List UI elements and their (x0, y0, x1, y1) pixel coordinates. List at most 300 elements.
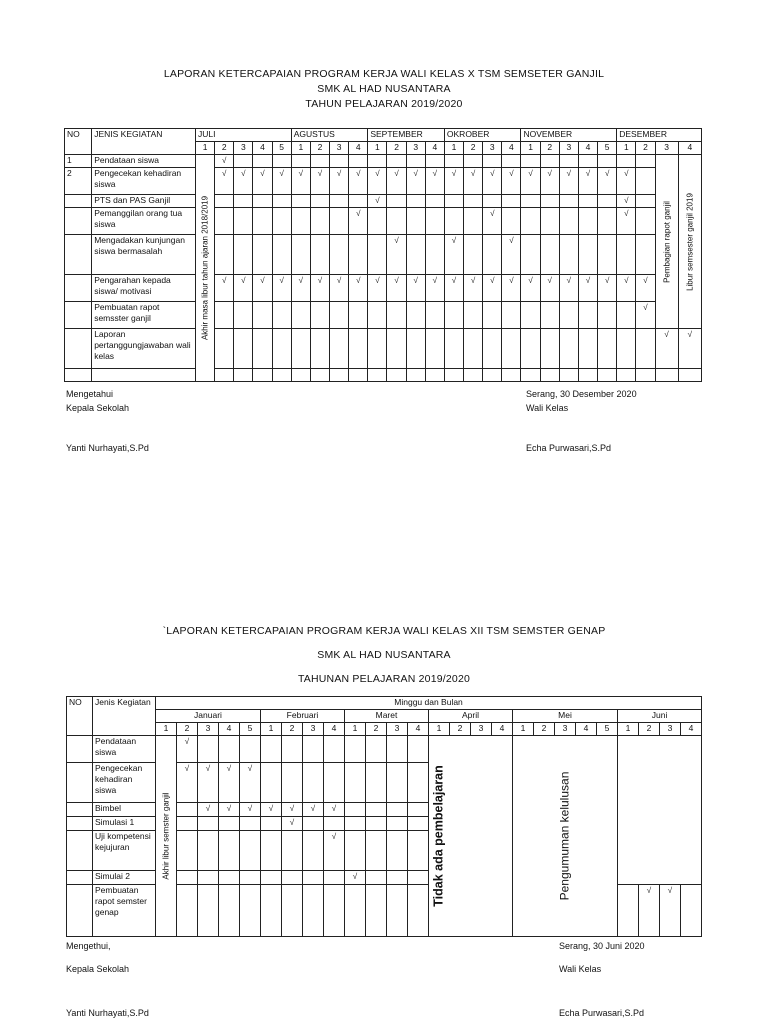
doc1-check-cell (253, 302, 272, 329)
doc1-week-number: 2 (310, 142, 329, 155)
doc1-empty-cell (310, 369, 329, 382)
doc1-check-cell (253, 275, 272, 302)
doc1-check-cell (425, 302, 444, 329)
doc2-row-no (67, 831, 93, 871)
doc1-check-cell (425, 208, 444, 235)
doc1-check-cell (464, 329, 483, 369)
table-row (65, 369, 702, 382)
check-mark: √ (226, 764, 232, 773)
doc2-week-number: 1 (618, 723, 639, 736)
check-mark: √ (432, 276, 438, 285)
doc1-check-cell (406, 208, 425, 235)
doc2-check-cell (345, 871, 366, 885)
check-mark: √ (566, 169, 572, 178)
doc1-check-cell (310, 329, 329, 369)
doc2-month-header: Juni (618, 710, 702, 723)
doc1-week-number: 3 (234, 142, 253, 155)
doc1-check-cell (253, 168, 272, 195)
doc2-row-label: Pendataan siswa (93, 736, 156, 763)
doc1-check-cell (387, 235, 406, 275)
check-mark: √ (241, 276, 246, 285)
doc1-empty-cell (349, 369, 368, 382)
doc2-check-cell (198, 871, 219, 885)
doc1-empty-cell (598, 369, 617, 382)
doc2-month-header: April (429, 710, 513, 723)
doc1-check-cell (636, 275, 655, 302)
doc1-desember-week3-cell (655, 155, 678, 329)
check-mark: √ (528, 276, 533, 285)
doc1-check-cell (598, 302, 617, 329)
doc2-sign-right-2: Wali Kelas (559, 964, 602, 974)
check-mark: √ (624, 196, 629, 205)
doc2-check-cell (282, 803, 303, 817)
doc2-week-number: 3 (660, 723, 681, 736)
doc2-week-number: 1 (156, 723, 177, 736)
check-mark: √ (432, 169, 438, 178)
doc1-week-number: 1 (617, 142, 636, 155)
doc1-check-cell (368, 275, 387, 302)
doc2-check-cell (240, 831, 261, 871)
doc2-week-number: 2 (450, 723, 471, 736)
doc2-vertical-note-mei: Pengumuman kelulusan (557, 771, 572, 901)
doc1-row-label: Pengarahan kepada siswa/ motivasi (92, 275, 196, 302)
doc1-check-cell (444, 168, 463, 195)
doc2-row-label: Pengecekan kehadiran siswa (93, 763, 156, 803)
check-mark: √ (451, 236, 457, 245)
doc2-check-cell (177, 831, 198, 871)
doc2-check-cell (324, 736, 345, 763)
doc1-check-cell (540, 235, 559, 275)
doc1-check-cell (598, 235, 617, 275)
check-mark: √ (310, 804, 316, 813)
doc2-check-cell (240, 763, 261, 803)
doc2-week-number: 2 (534, 723, 555, 736)
doc1-week-number: 1 (521, 142, 540, 155)
doc1-week-number: 2 (540, 142, 559, 155)
doc1-week-number: 4 (425, 142, 444, 155)
doc1-check-cell (310, 275, 329, 302)
doc2-week-number: 3 (198, 723, 219, 736)
doc2-check-cell (660, 885, 681, 937)
doc2-check-cell (387, 736, 408, 763)
doc1-check-cell (521, 155, 540, 168)
doc2-check-cell (387, 817, 408, 831)
doc2-check-cell (303, 831, 324, 871)
doc1-empty-cell (502, 369, 521, 382)
doc1-check-cell (215, 275, 234, 302)
doc1-check-cell (617, 155, 636, 168)
doc1-check-cell (464, 235, 483, 275)
doc2-row-label: Uji kompetensi kejujuran (93, 831, 156, 871)
check-mark: √ (604, 169, 610, 178)
doc2-check-cell (324, 885, 345, 937)
check-mark: √ (247, 804, 253, 813)
doc1-check-cell (291, 168, 310, 195)
doc2-header-jenis: Jenis Kegiatan (93, 697, 156, 736)
doc1-row-label: Mengadakan kunjungan siswa bermasalah (92, 235, 196, 275)
doc1-empty-cell (540, 369, 559, 382)
doc1-check-cell (291, 275, 310, 302)
doc1-check-cell (521, 302, 540, 329)
doc1-check-cell (310, 235, 329, 275)
doc1-check-cell (387, 155, 406, 168)
doc2-week-number: 2 (282, 723, 303, 736)
doc1-check-cell (617, 275, 636, 302)
doc1-empty-cell (387, 369, 406, 382)
doc2-check-cell (240, 736, 261, 763)
doc1-program-table (64, 128, 702, 382)
doc2-sign-left-2: Kepala Sekolah (66, 964, 130, 974)
doc2-sign-right-1: Serang, 30 Juni 2020 (559, 941, 645, 951)
doc2-check-cell (282, 763, 303, 803)
doc1-check-cell (215, 195, 234, 208)
doc1-week-number: 4 (502, 142, 521, 155)
doc2-title-line2: SMK AL HAD NUSANTARA (317, 649, 451, 661)
check-mark: √ (289, 804, 295, 813)
doc2-check-cell (261, 871, 282, 885)
doc1-check-cell (483, 155, 502, 168)
doc2-check-cell (387, 871, 408, 885)
doc1-check-cell (349, 168, 368, 195)
doc1-empty-cell (65, 369, 92, 382)
doc1-check-cell (483, 275, 502, 302)
check-mark: √ (470, 276, 476, 285)
check-mark: √ (260, 276, 265, 285)
doc1-check-cell (617, 208, 636, 235)
check-mark: √ (646, 886, 652, 895)
check-mark: √ (394, 169, 399, 178)
doc1-check-cell (310, 208, 329, 235)
doc2-check-cell (219, 803, 240, 817)
check-mark: √ (413, 276, 418, 285)
doc2-program-table (66, 696, 702, 937)
doc1-row-no (65, 195, 92, 208)
doc2-check-cell (303, 736, 324, 763)
doc2-row-no (67, 803, 93, 817)
check-mark: √ (247, 764, 253, 773)
doc1-week-number: 5 (272, 142, 291, 155)
doc1-check-cell (310, 155, 329, 168)
doc2-check-cell (366, 817, 387, 831)
doc1-check-cell (559, 235, 578, 275)
doc2-check-cell (282, 871, 303, 885)
doc1-check-cell (234, 155, 253, 168)
doc1-check-cell (253, 235, 272, 275)
doc1-empty-cell (655, 369, 678, 382)
doc1-juli-week1-cell (195, 155, 214, 382)
doc1-empty-cell (234, 369, 253, 382)
check-mark: √ (352, 872, 358, 881)
doc1-week-number: 4 (349, 142, 368, 155)
doc2-check-cell (366, 763, 387, 803)
doc1-check-cell (578, 208, 597, 235)
doc1-check-cell (578, 275, 597, 302)
doc1-check-cell (483, 208, 502, 235)
doc1-check-cell (502, 195, 521, 208)
doc1-sign-left-1: Mengetahui (66, 389, 114, 399)
doc2-check-cell (177, 763, 198, 803)
doc2-week-number: 2 (366, 723, 387, 736)
doc1-week-number: 4 (678, 142, 701, 155)
doc2-check-cell (639, 885, 660, 937)
doc2-check-cell (177, 885, 198, 937)
doc1-week-number: 2 (387, 142, 406, 155)
doc1-check-cell (598, 275, 617, 302)
doc1-check-cell (291, 195, 310, 208)
doc1-check-cell (406, 195, 425, 208)
doc1-check-cell (540, 329, 559, 369)
doc1-check-cell (387, 208, 406, 235)
doc1-week-number: 1 (195, 142, 214, 155)
doc2-check-cell (345, 763, 366, 803)
doc2-check-cell (282, 831, 303, 871)
doc1-check-cell (483, 329, 502, 369)
doc1-row-no (65, 275, 92, 302)
doc2-januari-week1-cell (156, 736, 177, 937)
doc1-empty-cell (253, 369, 272, 382)
doc1-week-number: 3 (559, 142, 578, 155)
doc1-check-cell (330, 302, 349, 329)
doc2-check-cell (177, 736, 198, 763)
doc1-empty-cell (464, 369, 483, 382)
doc2-check-cell (177, 871, 198, 885)
doc1-row-no: 2 (65, 168, 92, 195)
doc1-check-cell (502, 208, 521, 235)
doc1-check-cell (483, 168, 502, 195)
doc1-check-cell (678, 329, 701, 369)
doc1-check-cell (559, 208, 578, 235)
doc1-check-cell (444, 195, 463, 208)
doc1-check-cell (425, 195, 444, 208)
doc1-check-cell (559, 195, 578, 208)
doc2-check-cell (303, 803, 324, 817)
doc1-check-cell (464, 155, 483, 168)
check-mark: √ (375, 169, 380, 178)
check-mark: √ (490, 169, 495, 178)
check-mark: √ (624, 169, 629, 178)
doc2-month-header: Februari (261, 710, 345, 723)
doc2-check-cell (240, 803, 261, 817)
doc2-check-cell (366, 871, 387, 885)
doc1-check-cell (406, 302, 425, 329)
check-mark: √ (241, 169, 246, 178)
doc2-check-cell (408, 817, 429, 831)
doc1-check-cell (234, 208, 253, 235)
doc1-empty-cell (92, 369, 196, 382)
doc2-check-cell (198, 885, 219, 937)
doc1-check-cell (617, 302, 636, 329)
doc2-check-cell (282, 885, 303, 937)
table-row (65, 168, 702, 195)
doc2-check-cell (324, 817, 345, 831)
doc1-check-cell (272, 208, 291, 235)
doc2-check-cell (261, 817, 282, 831)
doc1-empty-cell (215, 369, 234, 382)
doc2-week-number: 5 (597, 723, 618, 736)
doc1-check-cell (387, 275, 406, 302)
check-mark: √ (413, 169, 418, 178)
check-mark: √ (585, 169, 591, 178)
doc1-check-cell (215, 155, 234, 168)
doc1-week-number: 1 (368, 142, 387, 155)
doc1-check-cell (559, 302, 578, 329)
doc1-check-cell (349, 208, 368, 235)
doc1-check-cell (617, 329, 636, 369)
doc1-check-cell (310, 168, 329, 195)
doc1-week-number: 3 (655, 142, 678, 155)
doc1-desember-week4-cell (678, 155, 701, 329)
check-mark: √ (375, 196, 380, 205)
check-mark: √ (451, 276, 457, 285)
doc1-check-cell (444, 275, 463, 302)
doc1-check-cell (464, 208, 483, 235)
doc2-row-label: Simulasi 1 (93, 817, 156, 831)
doc1-check-cell (272, 329, 291, 369)
check-mark: √ (205, 764, 211, 773)
doc1-check-cell (559, 168, 578, 195)
doc1-check-cell (291, 329, 310, 369)
doc1-check-cell (272, 302, 291, 329)
doc1-check-cell (349, 155, 368, 168)
check-mark: √ (624, 276, 629, 285)
doc1-row-no (65, 302, 92, 329)
doc2-check-cell (366, 885, 387, 937)
check-mark: √ (356, 209, 361, 218)
check-mark: √ (222, 156, 227, 165)
doc1-check-cell (253, 155, 272, 168)
doc2-check-cell (408, 803, 429, 817)
doc2-week-number: 4 (324, 723, 345, 736)
doc2-check-cell (303, 871, 324, 885)
check-mark: √ (643, 303, 648, 312)
doc1-check-cell (234, 275, 253, 302)
doc1-check-cell (330, 208, 349, 235)
doc2-week-number: 3 (471, 723, 492, 736)
doc1-check-cell (444, 302, 463, 329)
doc1-check-cell (234, 302, 253, 329)
doc1-check-cell (291, 235, 310, 275)
doc2-check-cell (198, 831, 219, 871)
doc1-check-cell (540, 168, 559, 195)
doc2-check-cell (345, 817, 366, 831)
table-row (65, 302, 702, 329)
doc2-week-number: 4 (492, 723, 513, 736)
doc2-vertical-note-april: Tidak ada pembelajaran (431, 765, 446, 907)
doc1-title-line1: LAPORAN KETERCAPAIAN PROGRAM KERJA WALI KELAS X TSM SEMSETER GANJIL (163, 68, 605, 80)
check-mark: √ (289, 818, 295, 827)
doc2-week-number: 3 (555, 723, 576, 736)
doc1-check-cell (387, 168, 406, 195)
doc1-month-header: SEPTEMBER (368, 129, 445, 142)
doc1-check-cell (425, 275, 444, 302)
doc1-check-cell (215, 329, 234, 369)
doc2-week-number: 4 (681, 723, 702, 736)
doc2-check-cell (408, 885, 429, 937)
doc1-check-cell (598, 168, 617, 195)
doc1-title-line3: TAHUN PELAJARAN 2019/2020 (305, 98, 463, 110)
check-mark: √ (528, 169, 533, 178)
check-mark: √ (624, 209, 629, 218)
doc2-check-cell (261, 885, 282, 937)
table-row (65, 275, 702, 302)
table-row (65, 235, 702, 275)
doc1-empty-cell (559, 369, 578, 382)
doc1-week-number: 2 (215, 142, 234, 155)
doc2-check-cell (240, 885, 261, 937)
doc1-week-number: 2 (636, 142, 655, 155)
doc1-check-cell (617, 195, 636, 208)
check-mark: √ (490, 276, 495, 285)
doc1-check-cell (234, 168, 253, 195)
doc1-check-cell (464, 195, 483, 208)
doc1-check-cell (368, 168, 387, 195)
check-mark: √ (356, 169, 361, 178)
doc1-check-cell (406, 275, 425, 302)
doc2-check-cell (303, 763, 324, 803)
doc2-row-no (67, 885, 93, 937)
doc2-row-label: Simulai 2 (93, 871, 156, 885)
doc1-row-label: Pengecekan kehadiran siswa (92, 168, 196, 195)
check-mark: √ (394, 276, 399, 285)
doc2-row-no (67, 871, 93, 885)
doc1-check-cell (655, 329, 678, 369)
check-mark: √ (490, 209, 495, 218)
doc1-check-cell (483, 302, 502, 329)
doc1-check-cell (540, 275, 559, 302)
doc1-check-cell (349, 195, 368, 208)
check-mark: √ (205, 804, 211, 813)
doc1-check-cell (598, 155, 617, 168)
doc1-check-cell (368, 208, 387, 235)
doc1-vertical-note-rapot: Pembagian rapot ganjil (662, 200, 672, 283)
doc1-check-cell (368, 302, 387, 329)
doc1-check-cell (253, 195, 272, 208)
doc2-check-cell (198, 736, 219, 763)
check-mark: √ (268, 804, 274, 813)
doc1-vertical-note-libur: Libur semsester ganjil 2019 (685, 192, 695, 291)
doc2-check-cell (618, 885, 639, 937)
doc1-check-cell (559, 155, 578, 168)
doc1-check-cell (349, 302, 368, 329)
doc1-month-header: NOVEMBER (521, 129, 617, 142)
doc1-check-cell (253, 329, 272, 369)
doc1-check-cell (387, 195, 406, 208)
check-mark: √ (547, 169, 552, 178)
doc2-vertical-note-libur: Akhir libur semster ganjil (161, 792, 171, 880)
doc2-title-line1: `LAPORAN KETERCAPAIAN PROGRAM KERJA WALI KELAS XII TSM SEMSTER GENAP (162, 625, 606, 637)
doc2-check-cell (282, 736, 303, 763)
table-row (67, 736, 702, 763)
check-mark: √ (260, 169, 265, 178)
doc1-check-cell (330, 329, 349, 369)
doc2-check-cell (324, 871, 345, 885)
doc2-check-cell (282, 817, 303, 831)
table-row (65, 155, 702, 168)
doc2-row-no (67, 763, 93, 803)
doc1-title-line2: SMK AL HAD NUSANTARA (317, 83, 451, 95)
doc2-check-cell (387, 831, 408, 871)
doc2-check-cell (240, 817, 261, 831)
check-mark: √ (298, 276, 304, 285)
doc1-row-no (65, 208, 92, 235)
check-mark: √ (664, 330, 669, 339)
doc1-check-cell (578, 329, 597, 369)
doc1-vertical-note-juli: Akhir masa libur tahun ajaran 2018/2019 (200, 195, 210, 341)
doc1-check-cell (502, 235, 521, 275)
doc1-check-cell (215, 235, 234, 275)
doc2-check-cell (303, 885, 324, 937)
doc2-week-number: 3 (387, 723, 408, 736)
